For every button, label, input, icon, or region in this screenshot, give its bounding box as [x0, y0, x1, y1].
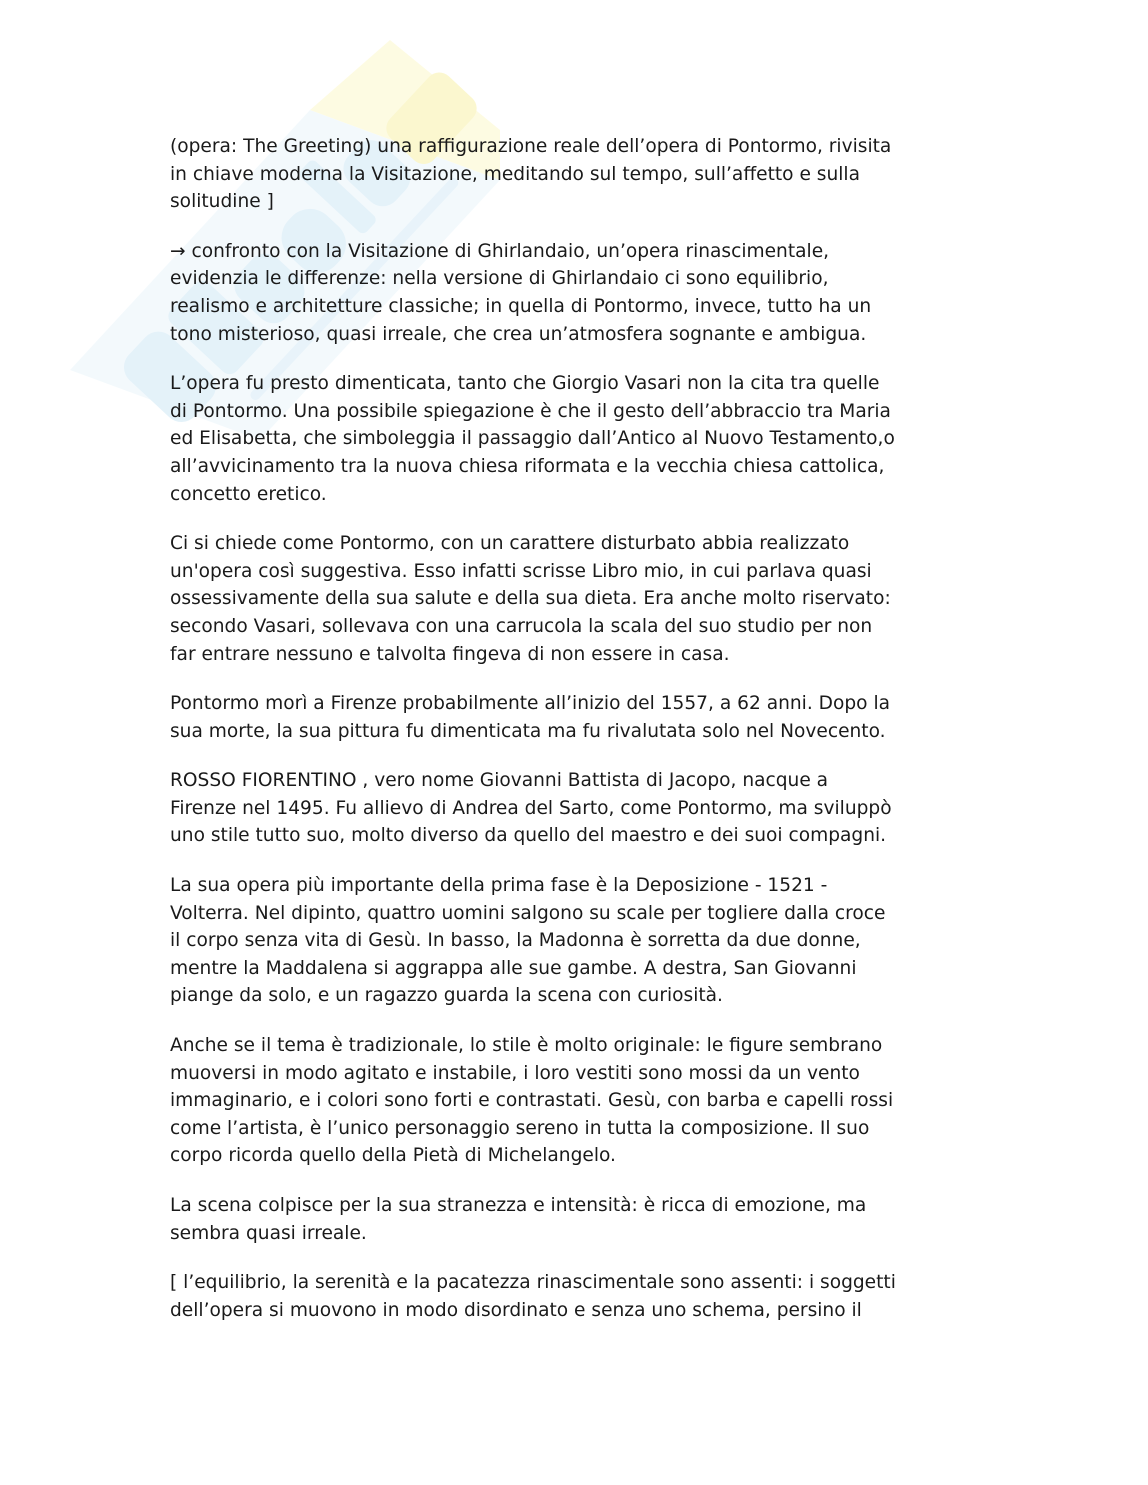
paragraph: [170, 872, 1070, 1010]
text-line: ed Elisabetta, che simboleggia il passaggio dall’Antico al Nuovo Testamento,o: [170, 428, 895, 450]
text-line: piange da solo, e un ragazzo guarda la scena con curiosità.: [170, 985, 723, 1007]
text-line: tono misterioso, quasi irreale, che crea un’atmosfera sognante e ambigua.: [170, 323, 867, 345]
text-line: secondo Vasari, sollevava con una carrucola la scala del suo studio per non: [170, 615, 873, 637]
text-line: L’opera fu presto dimenticata, tanto che Giorgio Vasari non la cita tra quelle: [170, 373, 880, 395]
text-line: corpo ricorda quello della Pietà di Michelangelo.: [170, 1145, 616, 1167]
text-line: immaginario, e i colori sono forti e contrastati. Gesù, con barba e capelli rossi: [170, 1090, 894, 1112]
text-line: realismo e architetture classiche; in quella di Pontormo, invece, tutto ha un: [170, 295, 872, 317]
text-line: Ci si chiede come Pontormo, con un carattere disturbato abbia realizzato: [170, 533, 850, 555]
text-line: ossessivamente della sua salute e della sua dieta. Era anche molto riservato:: [170, 588, 891, 610]
text-line: sembra quasi irreale.: [170, 1222, 367, 1244]
text-line: La scena colpisce per la sua stranezza e intensità: è ricca di emozione, ma: [170, 1195, 867, 1216]
paragraph: [170, 133, 1070, 216]
text-line: concetto eretico.: [170, 483, 327, 505]
text-line: Volterra. Nel dipinto, quattro uomini salgono su scale per togliere dalla croce: [170, 902, 886, 924]
text-line: sua morte, la sua pittura fu dimenticata ma fu rivalutata solo nel Novecento.: [170, 720, 886, 742]
text-line: La sua opera più importante della prima fase è la Deposizione - 1521 -: [170, 875, 828, 897]
text-line: in chiave moderna la Visitazione, meditando sul tempo, sull’affetto e sulla: [170, 163, 860, 185]
text-line: [ l’equilibrio, la serenità e la pacatezza rinascimentale sono assenti: i soggetti: [170, 1272, 896, 1294]
text-line: il corpo senza vita di Gesù. In basso, la Madonna è sorretta da due donne,: [170, 930, 861, 952]
text-line: mentre la Maddalena si aggrappa alle sue gambe. A destra, San Giovanni: [170, 957, 857, 979]
text-line: come l’artista, è l’unico personaggio sereno in tutta la composizione. Il suo: [170, 1117, 870, 1139]
paragraph: [170, 530, 1070, 668]
text-line: dell’opera si muovono in modo disordinato e senza uno schema, persino il: [170, 1299, 862, 1321]
text-line: ROSSO FIORENTINO , vero nome Giovanni Battista di Jacopo, nacque a: [170, 770, 829, 792]
paragraph: [170, 767, 1070, 850]
text-line: (opera: The Greeting) una raffigurazione reale dell’opera di Pontormo, rivisita: [170, 136, 892, 157]
document-body: [170, 133, 1070, 1346]
paragraph: [170, 690, 1070, 745]
text-line: far entrare nessuno e talvolta fingeva di non essere in casa.: [170, 643, 730, 665]
text-line: un'opera così suggestiva. Esso infatti scrisse Libro mio, in cui parlava quasi: [170, 560, 872, 582]
text-line: evidenzia le differenze: nella versione di Ghirlandaio ci sono equilibrio,: [170, 268, 829, 290]
text-line: Firenze nel 1495. Fu allievo di Andrea del Sarto, come Pontormo, ma sviluppò: [170, 797, 892, 819]
text-line: muoversi in modo agitato e instabile, i loro vestiti sono mossi da un vento: [170, 1062, 860, 1084]
text-line: all’avvicinamento tra la nuova chiesa riformata e la vecchia chiesa cattolica,: [170, 455, 885, 477]
paragraph: [170, 1032, 1070, 1170]
text-line: di Pontormo. Una possibile spiegazione è che il gesto dell’abbraccio tra Maria: [170, 400, 891, 422]
paragraph: [170, 1192, 1070, 1247]
text-line: Pontormo morì a Firenze probabilmente all’inizio del 1557, a 62 anni. Dopo la: [170, 693, 890, 715]
text-line: → confronto con la Visitazione di Ghirlandaio, un’opera rinascimentale,: [170, 240, 830, 262]
text-line: solitudine ]: [170, 191, 274, 213]
text-line: uno stile tutto suo, molto diverso da quello del maestro e dei suoi compagni.: [170, 825, 887, 847]
paragraph: [170, 238, 1070, 348]
paragraph: [170, 370, 1070, 508]
text-line: Anche se il tema è tradizionale, lo stile è molto originale: le figure sembrano: [170, 1035, 883, 1057]
paragraph: [170, 1269, 1070, 1324]
